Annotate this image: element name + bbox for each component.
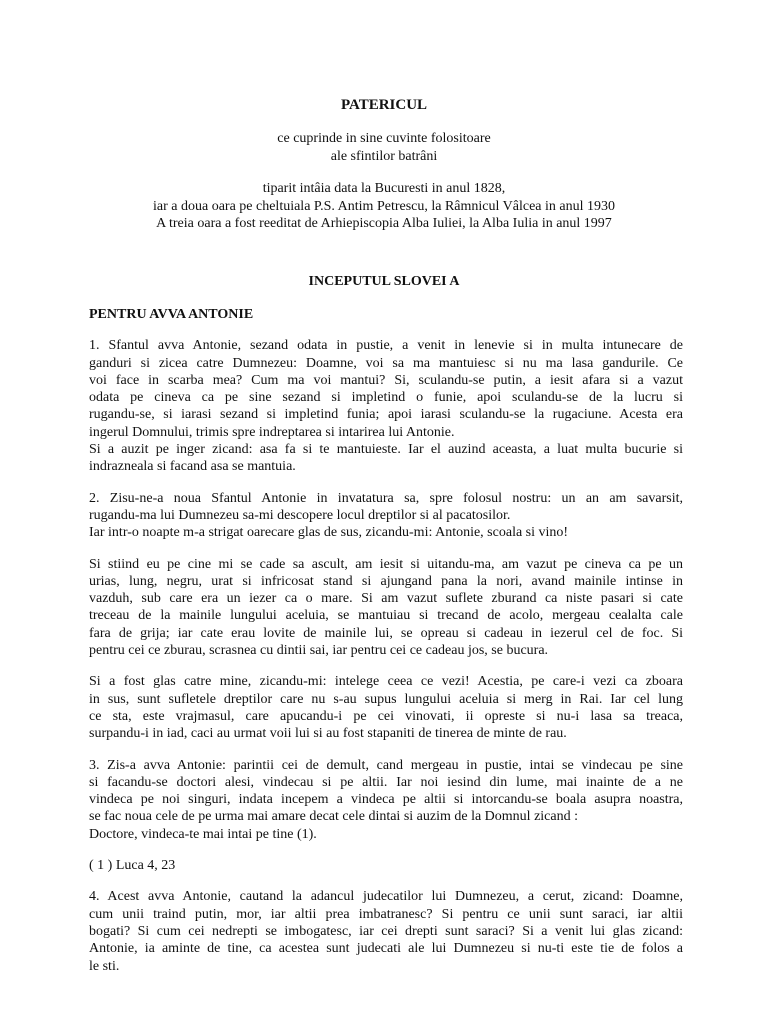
text-line: fara de grija; iar cate erau lovite de mainile lui, se opreau si cadeau in iezerul cel de foc. Si	[89, 625, 683, 641]
edition-line: A treia oara a fost reeditat de Arhiepiscopia Alba Iuliei, la Alba Iulia in anul 1997	[156, 216, 612, 231]
text-line: 2. Zisu-ne-a noua Sfantul Antonie in invatatura sa, spre folosul nostru: un an am savarsit,	[89, 490, 683, 506]
text-line: 4. Acest avva Antonie, cautand la adancul judecatilor lui Dumnezeu, a cerut, zicand: Doamne,	[89, 889, 683, 905]
text-line: voi face in scarba mea? Cum ma voi mantui? Si, sculandu-se putin, a iesit afara si a vazut	[89, 372, 683, 388]
subtitle-line: ce cuprinde in sine cuvinte folositoare	[277, 131, 491, 146]
paragraph-3	[89, 556, 683, 660]
section-heading: PENTRU AVVA ANTONIE	[89, 307, 254, 322]
subtitle-block	[0, 130, 768, 165]
text-line: vindeca pe noi singuri, indata incepem a vindeca pe altii si intorcandu-se boala asupra noastra,	[89, 792, 683, 808]
document-body	[89, 306, 683, 989]
footnote-text: ( 1 ) Luca 4, 23	[89, 858, 176, 874]
chapter-heading: INCEPUTUL SLOVEI A	[308, 274, 460, 289]
text-line: Antonie, ia aminte de tine, ca acestea sunt judecati ale lui Dumnezeu si nu-ti este tie de folos a	[89, 941, 683, 957]
text-line: indrazneala si facand asa se mantuia.	[89, 459, 296, 475]
footnote	[89, 857, 683, 874]
text-line: ingerul Domnului, trimis spre indreptarea si intarirea lui Antonie.	[89, 424, 455, 440]
edition-line: iar a doua oara pe cheltuiala P.S. Antim Petrescu, la Râmnicul Vâlcea in anul 1930	[153, 198, 615, 214]
text-line: bogati? Si cum cei nedrepti se imbogatesc, iar cei drepti sunt saraci? Si a venit lui glas zicand:	[89, 923, 683, 939]
text-line: le sti.	[89, 958, 120, 974]
text-line: Si stiind eu pe cine mi se cade sa ascult, am iesit si uitandu-ma, am vazut pe cineva ca pe un	[89, 556, 683, 572]
text-line: odata pe cineva ca pe sine sezand si impletind o funie, apoi sculandu-se de la lucru si	[89, 390, 683, 406]
text-line: ganduri si zicea catre Dumnezeu: Doamne, voi sa ma mantuiesc si nu ma lasa gandurile. Ce	[89, 355, 683, 371]
text-line: Doctore, vindeca-te mai intai pe tine (1).	[89, 826, 317, 842]
text-line: 3. Zis-a avva Antonie: parintii cei de demult, cand mergeau in pustie, intai se vindecau pe sine	[89, 757, 683, 773]
edition-block	[0, 180, 768, 233]
edition-line: tiparit intâia data la Bucuresti in anul 1828,	[262, 181, 506, 196]
text-line: treceau de la mainile lungului aceluia, se mantuiau si trecand de acolo, mergeau cealalta cale	[89, 608, 683, 624]
text-line: cum unii traind putin, mor, iar altii prea imbatranesc? Si pentru ce unii sunt saraci, iar altii	[89, 906, 683, 922]
subtitle-line: ale sfintilor batrâni	[330, 148, 438, 164]
text-line: surpandu-i in iad, caci au urmat voii lui si au fost stapaniti de tinerea de minte de rau.	[89, 726, 567, 742]
text-line: si facandu-se doctori alesi, vindecau si pe altii. Iar noi iesind din lume, mai inainte de a ne	[89, 774, 683, 790]
text-line: pentru cei ce zburau, scrasnea cu dintii sai, iar pentru cei ce cadeau jos, se bucura.	[89, 643, 549, 659]
text-line: se fac noua cele de pe urma mai amare decat cele dintai si auzim de la Domnul zicand :	[89, 809, 578, 825]
text-line: Iar intr-o noapte m-a strigat oarecare glas de sus, zicandu-mi: Antonie, scoala si vino!	[89, 525, 569, 541]
text-line: rugandu-se, si iarasi sezand si impletind funia; apoi iarasi sculandu-se la rugaciune. Acesta era	[89, 407, 683, 423]
text-line: rugandu-ma lui Dumnezeu sa-mi descopere locul dreptilor si al pacatosilor.	[89, 507, 511, 523]
text-line: in sus, sunt sufletele dreptilor care nu s-au supus lungului aceluia si merg in Rai. Iar cel lung	[89, 691, 683, 707]
text-line: Si a auzit pe inger zicand: asa fa si te mantuieste. Iar el auzind aceasta, a luat multa bucurie si	[89, 442, 683, 458]
paragraph-5	[89, 757, 683, 843]
text-line: vazduh, sub care era un iezer ca o mare. Si am vazut suflete zburand ca niste pasari si cate	[89, 591, 683, 607]
text-line: urias, lung, negru, urat si infricosat stand si ajungand pana la nori, avand mainile intinse in	[89, 573, 683, 589]
document-title: PATERICUL	[340, 97, 428, 113]
text-line: 1. Sfantul avva Antonie, sezand odata in pustie, a venit in lenevie si in multa intunecare de	[89, 338, 683, 354]
text-line: ce sta, este vrajmasul, care apucandu-i pe cei vinovati, ii opreste si nu-i lasa sa treaca,	[89, 708, 683, 724]
text-line: Si a fost glas catre mine, zicandu-mi: intelege ceea ce vezi! Acestia, pe care-i vezi ca zboara	[89, 674, 683, 690]
paragraph-6	[89, 888, 683, 974]
paragraph-1	[89, 337, 683, 475]
paragraph-2	[89, 490, 683, 542]
paragraph-4	[89, 673, 683, 742]
